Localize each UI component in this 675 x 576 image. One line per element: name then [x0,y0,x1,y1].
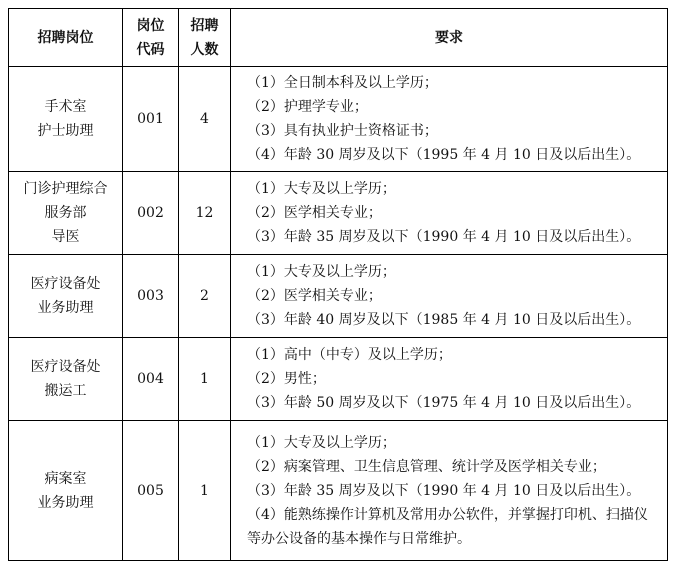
position-cell: 医疗设备处 搬运工 [9,338,123,421]
count-cell: 4 [179,67,231,172]
table-row [9,421,668,561]
requirements-cell: （1）大专及以上学历； （2）病案管理、卫生信息管理、统计学及医学相关专业； （3）年龄 35 周岁及以下（1990 年 4 月 10 日及以后出生）。 （4）能熟练操作计算机及常用办公软件，并掌握打印机、扫描仪等办公设备的基本操作与日常维护。 [231,421,668,561]
count-cell: 1 [179,338,231,421]
table-row [9,338,668,421]
header-requirements: 要求 [231,9,668,67]
position-cell: 医疗设备处 业务助理 [9,255,123,338]
table-row [9,172,668,255]
position-cell: 手术室 护士助理 [9,67,123,172]
requirements-cell: （1）全日制本科及以上学历； （2）护理学专业； （3）具有执业护士资格证书； （4）年龄 30 周岁及以下（1995 年 4 月 10 日及以后出生）。 [231,67,668,172]
header-row [9,9,668,67]
table-row [9,67,668,172]
table-row [9,255,668,338]
requirements-cell: （1）高中（中专）及以上学历； （2）男性； （3）年龄 50 周岁及以下（1975 年 4 月 10 日及以后出生）。 [231,338,668,421]
position-cell: 病案室 业务助理 [9,421,123,561]
code-cell: 003 [123,255,179,338]
requirements-cell: （1）大专及以上学历； （2）医学相关专业； （3）年龄 40 周岁及以下（1985 年 4 月 10 日及以后出生）。 [231,255,668,338]
code-cell: 001 [123,67,179,172]
code-cell: 002 [123,172,179,255]
requirements-cell: （1）大专及以上学历； （2）医学相关专业； （3）年龄 35 周岁及以下（1990 年 4 月 10 日及以后出生）。 [231,172,668,255]
recruitment-table [8,8,668,561]
header-position: 招聘岗位 [9,9,123,67]
header-count: 招聘 人数 [179,9,231,67]
count-cell: 12 [179,172,231,255]
header-code: 岗位 代码 [123,9,179,67]
count-cell: 2 [179,255,231,338]
count-cell: 1 [179,421,231,561]
position-cell: 门诊护理综合 服务部 导医 [9,172,123,255]
code-cell: 005 [123,421,179,561]
code-cell: 004 [123,338,179,421]
